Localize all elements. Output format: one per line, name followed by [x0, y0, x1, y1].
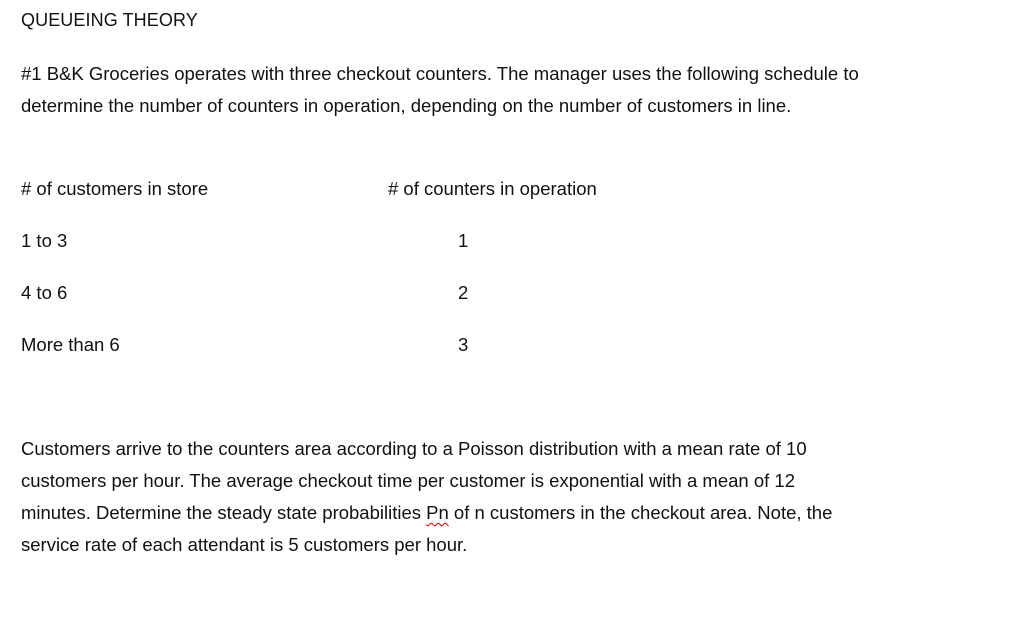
problem-intro-line: determine the number of counters in operation, depending on the number of customers in line. — [21, 95, 792, 116]
spellcheck-flagged-term[interactable]: Pn — [426, 502, 449, 523]
table-header-counters: # of counters in operation — [388, 178, 597, 199]
problem-details-text: minutes. Determine the steady state probabilities — [21, 502, 427, 523]
problem-details-paragraph — [21, 433, 832, 561]
problem-intro-line: #1 B&K Groceries operates with three checkout counters. The manager uses the following schedule to — [21, 63, 859, 84]
table-header-customers: # of customers in store — [21, 178, 209, 199]
table-cell-customers: 4 to 6 — [21, 282, 68, 303]
problem-details-line: service rate of each attendant is 5 customers per hour. — [21, 534, 468, 555]
table-cell-counters: 3 — [458, 334, 469, 355]
table-cell-customers: More than 6 — [21, 334, 120, 355]
problem-intro-paragraph — [21, 58, 859, 122]
problem-details-text: of n customers in the checkout area. Note, the — [448, 502, 833, 523]
problem-details-line: customers per hour. The average checkout time per customer is exponential with a mean of 12 — [21, 470, 795, 491]
document-title: QUEUEING THEORY — [21, 10, 198, 30]
table-cell-customers: 1 to 3 — [21, 230, 68, 251]
problem-details-line — [21, 497, 832, 529]
problem-details-line: Customers arrive to the counters area according to a Poisson distribution with a mean rate of 10 — [21, 438, 807, 459]
table-cell-counters: 1 — [458, 230, 469, 251]
table-cell-counters: 2 — [458, 282, 469, 303]
